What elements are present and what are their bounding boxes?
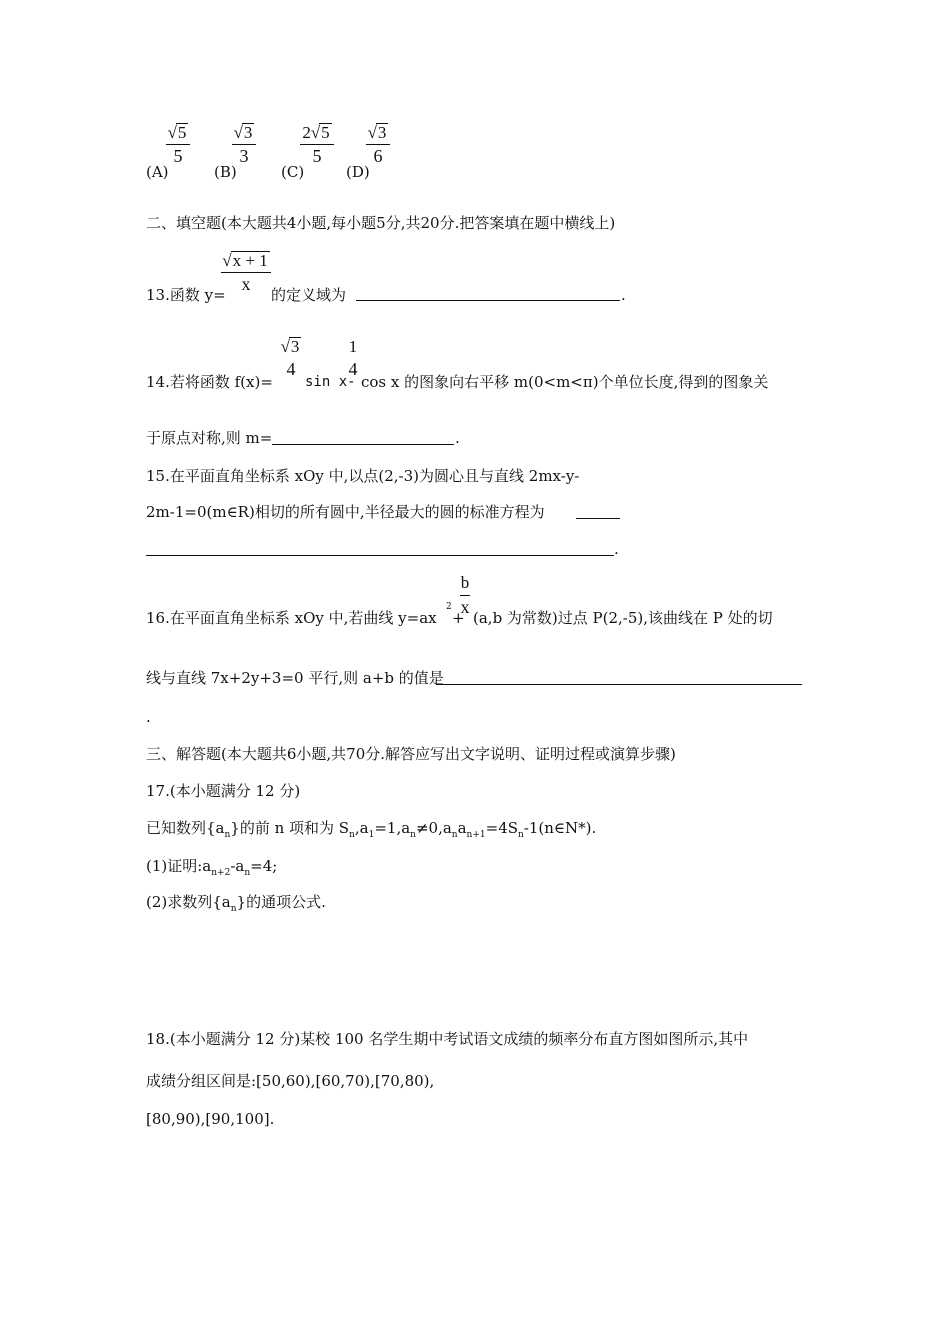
q14-line-2: 于原点对称,则 m= bbox=[146, 429, 273, 447]
q13-fraction: √x + 1 x bbox=[221, 250, 271, 295]
q17-title: 17.(本小题满分 12 分) bbox=[146, 782, 301, 800]
option-a-fraction: √5 5 bbox=[166, 122, 190, 167]
option-c-fraction: 2√5 5 bbox=[300, 122, 334, 167]
q15-answer-blank-1[interactable] bbox=[576, 518, 620, 519]
q16-suffix: (a,b 为常数)过点 P(2,-5),该曲线在 P 处的切 bbox=[473, 609, 773, 627]
q13-prefix: 13.函数 y= bbox=[146, 286, 226, 304]
q18-line-2: 成绩分组区间是:[50,60),[60,70),[70,80), bbox=[146, 1072, 435, 1090]
q16-end: . bbox=[146, 708, 151, 726]
q16-answer-blank[interactable] bbox=[436, 684, 802, 685]
q18-line-3: [80,90),[90,100]. bbox=[146, 1110, 275, 1128]
q14-sin-term: sin x- bbox=[305, 374, 356, 390]
sqrt-icon: √3 bbox=[367, 123, 387, 142]
section-2-heading: 二、填空题(本大题共4小题,每小题5分,共20分.把答案填在题中横线上) bbox=[146, 214, 616, 232]
q14-prefix: 14.若将函数 f(x)= bbox=[146, 373, 273, 391]
option-b-label: (B) bbox=[214, 163, 237, 181]
option-d-fraction: √3 6 bbox=[366, 122, 390, 167]
q15-answer-blank-2[interactable] bbox=[146, 555, 614, 556]
q13-suffix: 的定义域为 bbox=[271, 286, 347, 304]
q14-answer-blank[interactable] bbox=[272, 444, 454, 445]
sqrt-icon: √3 bbox=[280, 337, 300, 356]
q18-line-1: 18.(本小题满分 12 分)某校 100 名学生期中考试语文成绩的频率分布直方图如图所示,其中 bbox=[146, 1030, 749, 1048]
q13-end: . bbox=[621, 286, 626, 304]
q14-fraction-2: 1 4 bbox=[348, 337, 358, 379]
q17-stem: 已知数列$\{a_n\}$的前 n 项和为 $S_n,a_1=1,a_n\ne 0,a_na_{n+1}=4S_n-1(n\in N*)$. bbox=[146, 819, 597, 840]
q16-exponent: 2 bbox=[446, 602, 452, 612]
option-a-label: (A) bbox=[146, 163, 169, 181]
sqrt-icon: √5 bbox=[310, 123, 330, 142]
q16-plus: + bbox=[452, 609, 465, 627]
q15-line-2: 2m-1=0(m∈R)相切的所有圆中,半径最大的圆的标准方程为 bbox=[146, 503, 545, 521]
q17-part-1: (1)证明$:a_{n+2}-a_n=4$; bbox=[146, 857, 278, 878]
q14-end: . bbox=[455, 429, 460, 447]
sqrt-icon: √5 bbox=[167, 123, 187, 142]
q15-line-1: 15.在平面直角坐标系 xOy 中,以点(2,-3)为圆心且与直线 2mx-y- bbox=[146, 467, 580, 485]
q14-suffix: cos x 的图象向右平移 m(0<m<π)个单位长度,得到的图象关 bbox=[361, 373, 769, 391]
option-b-fraction: √3 3 bbox=[232, 122, 256, 167]
sqrt-icon: √3 bbox=[233, 123, 253, 142]
option-d-label: (D) bbox=[346, 163, 370, 181]
section-3-heading: 三、解答题(本大题共6小题,共70分.解答应写出文字说明、证明过程或演算步骤) bbox=[146, 745, 676, 763]
sqrt-icon: √x + 1 bbox=[222, 251, 268, 270]
q15-end: . bbox=[614, 540, 619, 558]
q13-answer-blank[interactable] bbox=[356, 300, 620, 301]
q16-line-2: 线与直线 7x+2y+3=0 平行,则 a+b 的值是 bbox=[146, 669, 444, 687]
q16-prefix: 16.在平面直角坐标系 xOy 中,若曲线 y=ax bbox=[146, 609, 437, 627]
q17-part-2: (2)求数列$\{a_n\}$的通项公式. bbox=[146, 893, 326, 914]
q16-fraction: b x bbox=[460, 573, 470, 617]
option-c-label: (C) bbox=[281, 163, 305, 181]
q14-fraction-1: √3 4 bbox=[280, 337, 300, 379]
